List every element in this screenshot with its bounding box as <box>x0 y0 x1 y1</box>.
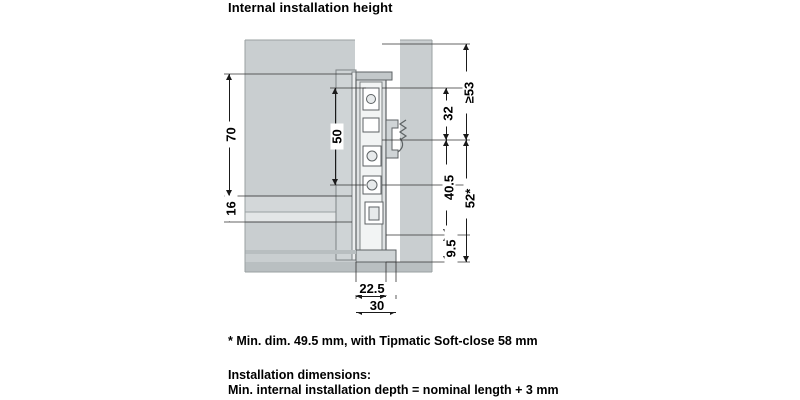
dim-arrow-52-top <box>463 140 469 146</box>
dim-label-30: 30 <box>352 299 402 312</box>
notes-line-1: Min. internal installation depth = nominal length + 3 mm <box>228 383 559 397</box>
dim-arrow-52-bottom <box>463 256 469 262</box>
dim-arrow-32-top <box>443 88 449 94</box>
dim-label-32: 32 <box>442 101 455 127</box>
dim-label-50: 50 <box>331 124 344 150</box>
dim-label-40-5: 40.5 <box>443 165 456 211</box>
dim-label-53: ≥53 <box>463 72 476 114</box>
dim-label-70: 70 <box>225 122 238 148</box>
dim-arrow-53-top <box>463 44 469 50</box>
dim-arrow-50-bottom <box>332 179 338 185</box>
footnote-text: * Min. dim. 49.5 mm, with Tipmatic Soft-close 58 mm <box>228 334 538 348</box>
dim-arrow-70-top <box>226 74 232 80</box>
dim-arrow-40-5-top <box>443 140 449 146</box>
installation-notes <box>228 368 559 398</box>
page-title: Internal installation height <box>228 0 393 15</box>
dim-label-16: 16 <box>225 196 238 222</box>
dim-label-9-5: 9.5 <box>445 226 458 272</box>
dim-label-22-5: 22.5 <box>345 282 399 295</box>
dim-arrow-50-top <box>332 88 338 94</box>
dim-label-52: 52* <box>464 179 477 219</box>
notes-heading: Installation dimensions: <box>228 368 372 382</box>
